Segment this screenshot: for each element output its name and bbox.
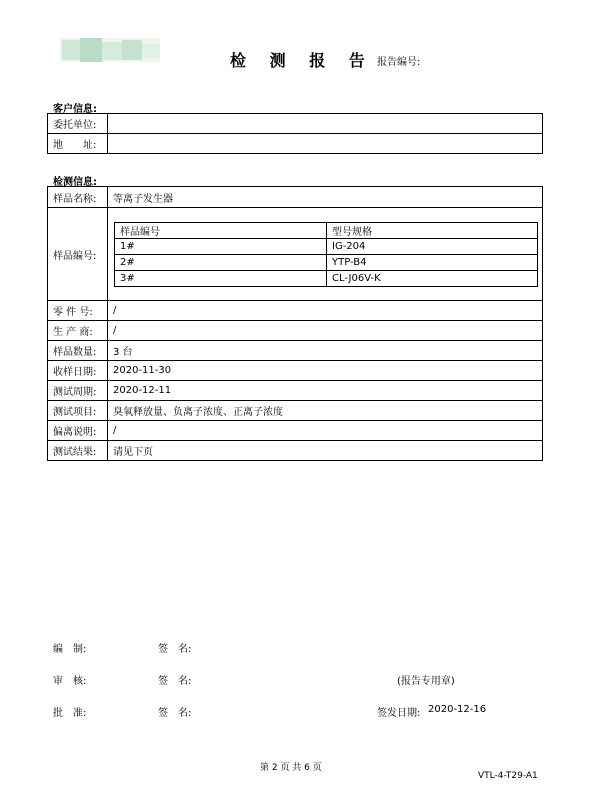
client-address-label: 地 址: (48, 134, 108, 154)
sample-model-cell-1: IG-204 (327, 238, 538, 254)
test-period-label: 测试周期: (48, 381, 108, 401)
client-row (48, 134, 543, 154)
sample-no-label: 样品编号: (48, 208, 108, 301)
reviewed-sign-label: 签 名: (158, 676, 192, 687)
deviation-value: / (108, 421, 543, 441)
reviewed-label: 审 核: (53, 676, 87, 687)
test-row (48, 381, 543, 401)
company-logo (60, 38, 162, 64)
report-number-label: 报告编号: (377, 57, 421, 68)
prepared-label: 编 制: (53, 644, 87, 655)
client-unit-label: 委托单位: (48, 114, 108, 134)
manufacturer-label: 生 产 商: (48, 321, 108, 341)
receipt-date-value: 2020-11-30 (108, 361, 543, 381)
sample-table-header-no: 样品编号 (115, 222, 327, 238)
test-period-value: 2020-12-11 (108, 381, 543, 401)
page-title: 检 测 报 告 (230, 51, 374, 70)
test-items-value: 臭氧释放量、负离子浓度、正离子浓度 (108, 401, 543, 421)
client-address-value (108, 134, 543, 154)
sample-model-cell-2: YTP-B4 (327, 254, 538, 270)
table-row (115, 238, 538, 254)
issue-date-value: 2020-12-16 (428, 704, 487, 715)
test-table (47, 186, 543, 461)
sample-quantity-label: 样品数量: (48, 341, 108, 361)
test-row (48, 321, 543, 341)
client-table (47, 113, 543, 154)
test-result-value: 请见下页 (108, 441, 543, 461)
sample-no-cell-1: 1# (115, 238, 327, 254)
sample-no-cell-3: 3# (115, 270, 327, 286)
client-row (48, 114, 543, 134)
test-section-title: 检测信息: (53, 177, 97, 188)
approved-label: 批 准: (53, 708, 87, 719)
sample-no-cell (108, 208, 543, 301)
test-row (48, 441, 543, 461)
sample-name-label: 样品名称: (48, 187, 108, 208)
test-row (48, 341, 543, 361)
report-stamp-text: (报告专用章) (397, 676, 455, 687)
form-code: VTL-4-T29-A1 (478, 771, 538, 781)
part-no-label: 零 件 号: (48, 301, 108, 321)
sample-table-header (115, 222, 538, 238)
issue-date-label: 签发日期: (377, 708, 421, 719)
sample-name-value: 等离子发生器 (108, 187, 543, 208)
prepared-sign-label: 签 名: (158, 644, 192, 655)
test-row (48, 361, 543, 381)
receipt-date-label: 收样日期: (48, 361, 108, 381)
test-row (48, 208, 543, 301)
client-section-title: 客户信息: (53, 104, 97, 115)
sample-table (114, 222, 538, 287)
client-unit-value (108, 114, 543, 134)
test-row (48, 187, 543, 208)
sample-table-header-model: 型号规格 (327, 222, 538, 238)
deviation-label: 偏离说明: (48, 421, 108, 441)
manufacturer-value: / (108, 321, 543, 341)
page-number: 第 2 页 共 6 页 (260, 763, 322, 773)
sample-no-cell-2: 2# (115, 254, 327, 270)
approved-sign-label: 签 名: (158, 708, 192, 719)
test-items-label: 测试项目: (48, 401, 108, 421)
part-no-value: / (108, 301, 543, 321)
table-row (115, 270, 538, 286)
test-row (48, 421, 543, 441)
sample-model-cell-3: CL-J06V-K (327, 270, 538, 286)
test-result-label: 测试结果: (48, 441, 108, 461)
table-row (115, 254, 538, 270)
test-row (48, 401, 543, 421)
sample-quantity-value: 3 台 (108, 341, 543, 361)
test-row (48, 301, 543, 321)
